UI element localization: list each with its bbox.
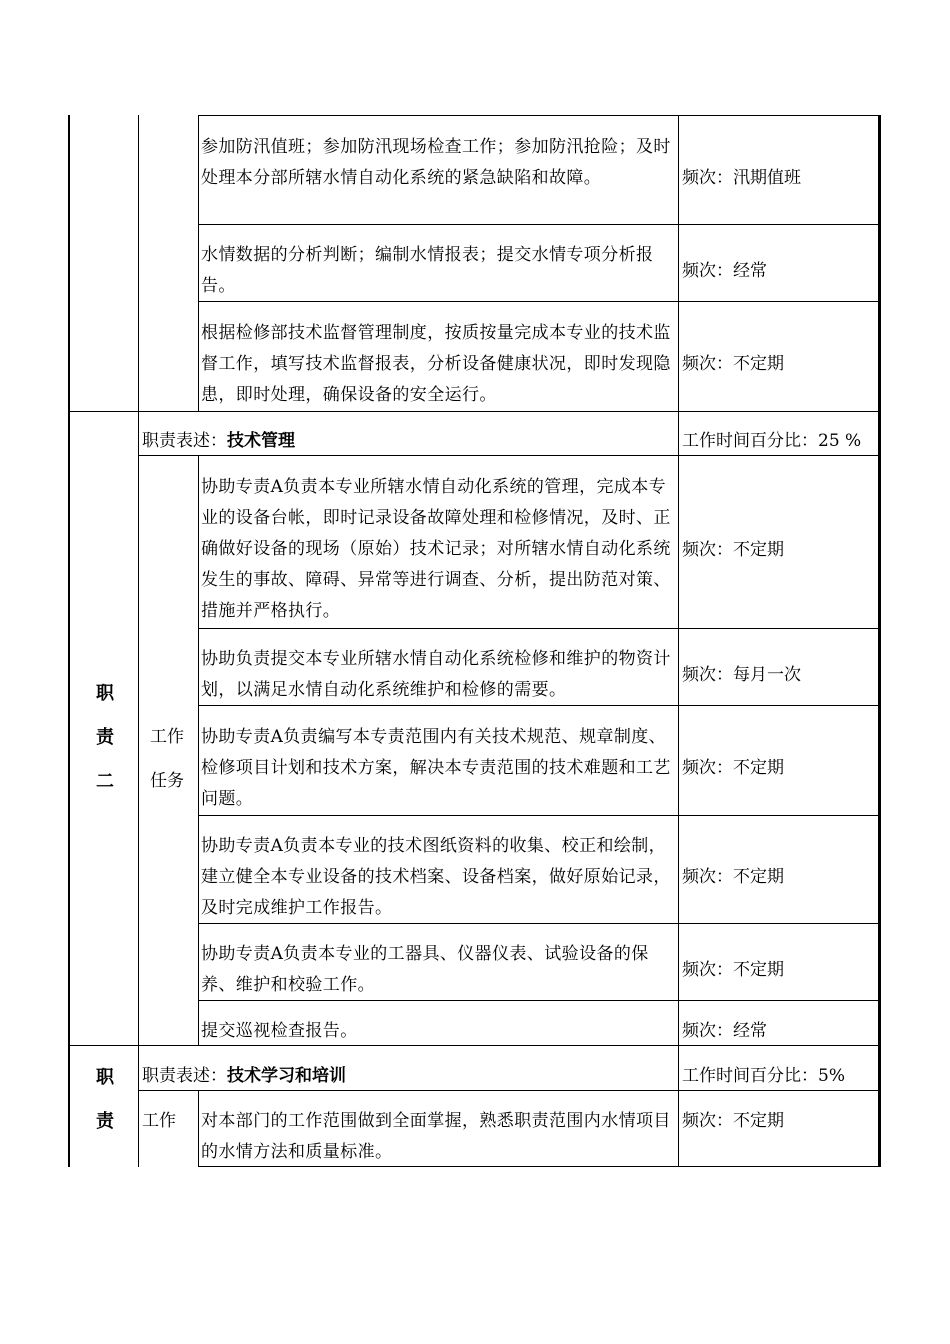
work-time-percentage: 工作时间百分比：5% xyxy=(682,1066,845,1086)
task-text: 参加防汛值班；参加防汛现场检查工作；参加防汛抢险；及时处理本分部所辖水情自动化系统的紧急缺陷和故障。 xyxy=(201,137,671,188)
task-text: 协助专责A负责本专业的工器具、仪器仪表、试验设备的保养、维护和校验工作。 xyxy=(201,944,649,995)
section-line xyxy=(68,411,880,412)
task-frequency: 频次：不定期 xyxy=(682,758,784,778)
task-text: 对本部门的工作范围做到全面掌握，熟悉职责范围内水情项目的水情方法和质量标准。 xyxy=(201,1111,671,1162)
duty-description xyxy=(142,426,672,457)
row-line xyxy=(198,224,880,225)
task-frequency: 频次：不定期 xyxy=(682,540,784,560)
task-text: 协助专责A负责编写本专责范围内有关技术规范、规章制度、检修项目计划和技术方案，解决本专责范围的技术难题和工艺问题。 xyxy=(201,727,671,809)
col-sep-2b xyxy=(198,455,199,1045)
table-top-border xyxy=(198,115,880,116)
task-text: 水情数据的分析判断；编制水情报表；提交水情专项分析报告。 xyxy=(201,245,654,296)
task-text: 协助专责A负责本专业所辖水情自动化系统的管理，完成本专业的设备台帐，即时记录设备故障处理和检修情况，及时、正确做好设备的现场（原始）技术记录；对所辖水情自动化系统发生的事故、障碍、异常等进行调查、分析，提出防范对策、措施并严格执行。 xyxy=(201,477,671,621)
task-frequency: 频次：不定期 xyxy=(682,354,784,374)
duty-char: 二 xyxy=(96,771,114,792)
duty-char: 职 xyxy=(96,683,114,704)
duty-description-label: 职责表述： xyxy=(142,1066,227,1086)
row-line xyxy=(198,815,880,816)
task-frequency: 频次：经常 xyxy=(682,261,767,281)
duty-char: 职 xyxy=(96,1067,114,1088)
col-sep-1 xyxy=(138,115,139,1167)
task-text: 提交巡视检查报告。 xyxy=(201,1021,358,1041)
row-line xyxy=(198,628,880,629)
work-time-percentage: 工作时间百分比：25 % xyxy=(682,431,862,451)
table-right-border xyxy=(878,115,881,1167)
task-text: 协助负责提交本专业所辖水情自动化系统检修和维护的物资计划，以满足水情自动化系统维护和检修的需要。 xyxy=(201,649,671,700)
task-frequency: 频次：经常 xyxy=(682,1021,767,1041)
duty-char: 责 xyxy=(96,1111,114,1132)
task-frequency: 频次：不定期 xyxy=(682,867,784,887)
task-frequency: 频次：不定期 xyxy=(682,960,784,980)
duty-description-title: 技术学习和培训 xyxy=(227,1066,346,1086)
duty-description-label: 职责表述： xyxy=(142,431,227,451)
duty-description-title: 技术管理 xyxy=(227,431,295,451)
task-label: 工作 xyxy=(142,1111,176,1131)
table-left-border xyxy=(68,115,70,1167)
task-frequency: 频次：汛期值班 xyxy=(682,168,801,188)
col-sep-2c xyxy=(198,1090,199,1167)
col-sep-2a xyxy=(198,115,199,411)
task-frequency: 频次：不定期 xyxy=(682,1111,784,1131)
task-frequency: 频次：每月一次 xyxy=(682,665,801,685)
duty-char: 责 xyxy=(96,727,114,748)
task-label: 任务 xyxy=(150,771,184,791)
duty-description xyxy=(142,1061,672,1092)
task-text: 根据检修部技术监督管理制度，按质按量完成本专业的技术监督工作，填写技术监督报表，分析设备健康状况，即时发现隐患，即时处理，确保设备的安全运行。 xyxy=(201,323,671,405)
task-text: 协助专责A负责本专业的技术图纸资料的收集、校正和绘制，建立健全本专业设备的技术档案、设备档案，做好原始记录，及时完成维护工作报告。 xyxy=(201,836,671,918)
task-label: 工作 xyxy=(150,727,184,747)
col-sep-3 xyxy=(678,115,679,1167)
